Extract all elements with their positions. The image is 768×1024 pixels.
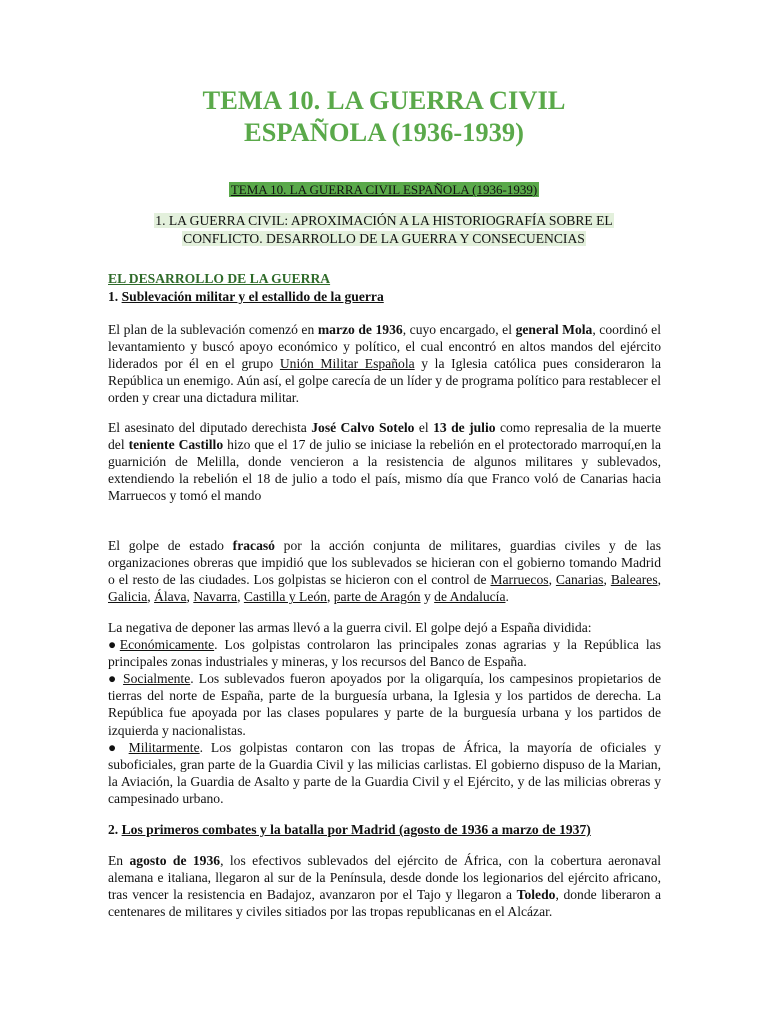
- text-run: En: [108, 853, 130, 868]
- text-run: El asesinato del diputado derechista: [108, 420, 312, 435]
- text-run: El plan de la sublevación comenzó en: [108, 322, 318, 337]
- separator: ,: [326, 589, 334, 605]
- heading-2-number: 2.: [108, 822, 122, 837]
- bullet-text: . Los sublevados fueron apoyados por la oligarquía, los campesinos propietarios de tierras del norte de España, parte de la burguesía urbana, la Iglesia y los partidos de derecha. La República fue apoyada por las clases populares y parte de la burguesía urbana y los partidos de izquierda y nacionalistas.: [108, 671, 662, 738]
- title-line-1: TEMA 10. LA GUERRA CIVIL: [202, 85, 566, 115]
- text-run: El golpe de estado: [108, 538, 233, 553]
- region-andalucia: de Andalucía: [434, 589, 506, 605]
- section-heading-line-1: 1. LA GUERRA CIVIL: APROXIMACIÓN A LA HISTORIOGRAFÍA SOBRE EL: [155, 213, 613, 228]
- bold-run: marzo de 1936: [317, 322, 403, 337]
- separator: ,: [603, 572, 611, 588]
- bold-run: fracasó: [232, 538, 275, 553]
- paragraph-plan: [108, 321, 661, 406]
- paragraph-division: [108, 619, 661, 807]
- bullet-militarmente: [108, 739, 661, 807]
- separator: y: [420, 589, 435, 605]
- text-run: , cuyo encargado, el: [402, 322, 516, 337]
- text-run: hizo que el 17 de julio se iniciase la rebelión en el protectorado marroquí,en la guarnición de Melilla, donde vencieron a la resistencia de algunos militares y sublevados, extendiendo la rebelión el 18 de julio a todo el país, mismo día que Franco voló de Canarias hacia Marruecos y tomó el mando: [108, 437, 661, 504]
- text-run: , donde liberaron a centenares de militares y civiles sitiados por las tropas republicanas en el Alcázar.: [108, 887, 661, 920]
- text-run: como represalia de la muerte del: [108, 420, 662, 453]
- bullet-label: Socialmente: [123, 671, 191, 687]
- document-title: [0, 84, 768, 148]
- bullet-icon: ●: [108, 671, 124, 687]
- bullet-icon: ●: [108, 739, 129, 755]
- bold-run: 13 de julio: [433, 420, 496, 435]
- heading-sublevacion: [108, 288, 384, 305]
- underlined-run: Unión Militar Española: [279, 356, 415, 372]
- bullet-text: . Los golpistas contaron con las tropas de África, la mayoría de oficiales y suboficiales, gran parte de la Guardia Civil y las milicias carlistas. El gobierno dispuso de la Marian, la Aviación, la Guardia de Asalto y parte de la Guardia Civil y el Ejército, y de las milicias obreras y campesinado urbano.: [108, 739, 662, 806]
- subtitle-wrap: [0, 181, 768, 199]
- paragraph-asesinato: [108, 419, 661, 504]
- heading-1-number: 1.: [108, 289, 122, 304]
- bold-run: general Mola: [515, 322, 593, 337]
- text-run: , los efectivos sublevados del ejército de África, con la cobertura aeronaval alemana e italiana, llegaron al sur de la Península, desde donde los legionarios del ejército africano, tras vencer la resistencia en Badajoz, avanzaron por el Tajo y llegaron a: [108, 853, 662, 903]
- division-intro: La negativa de deponer las armas llevó a la guerra civil. El golpe dejó a España dividida:: [108, 620, 592, 635]
- region-navarra: Navarra: [193, 589, 238, 605]
- region-baleares: Baleares: [610, 572, 658, 588]
- separator: ,: [186, 589, 194, 605]
- separator: ,: [657, 572, 662, 588]
- region-marruecos: Marruecos: [490, 572, 549, 588]
- region-castilla-leon: Castilla y León: [243, 589, 327, 605]
- section-heading-line-2: CONFLICTO. DESARROLLO DE LA GUERRA Y CONSECUENCIAS: [183, 231, 585, 246]
- bold-run: teniente Castillo: [128, 437, 224, 453]
- text-run: , coordinó el levantamiento y buscó apoyo económico y político, el cual encontró en altos mandos del ejército liderados por él en el grupo: [108, 322, 661, 372]
- separator: ,: [237, 589, 244, 605]
- bold-run: José Calvo Sotelo: [311, 420, 415, 435]
- bullet-economicamente: [108, 636, 661, 670]
- section-heading: [0, 212, 768, 248]
- bullet-text: . Los golpistas controlaron las principales zonas agrarias y la República las principales zonas industriales y mineras, y los recursos del Banco de España.: [108, 637, 661, 670]
- bullet-label: Económicamente: [119, 637, 215, 653]
- text-run: y la Iglesia católica pues consideraron la República un enemigo. Aún así, el golpe carecía de un líder y de programa político para restablecer el orden y crear una dictadura militar.: [108, 356, 661, 406]
- paragraph-golpe: [108, 537, 661, 605]
- heading-desarrollo: EL DESARROLLO DE LA GUERRA: [108, 271, 331, 286]
- region-galicia: Galicia: [108, 589, 148, 605]
- region-alava: Álava: [154, 589, 187, 605]
- bold-run: Toledo: [516, 887, 556, 903]
- highlighted-subtitle: TEMA 10. LA GUERRA CIVIL ESPAÑOLA (1936-1939): [230, 182, 538, 197]
- bold-run: agosto de 1936: [129, 853, 221, 868]
- heading-2-text: Los primeros combates y la batalla por Madrid (agosto de 1936 a marzo de 1937): [121, 822, 591, 837]
- bullet-socialmente: [108, 670, 661, 738]
- region-aragon: parte de Aragón: [333, 589, 421, 605]
- heading-1-text: Sublevación militar y el estallido de la guerra: [121, 289, 384, 304]
- region-canarias: Canarias: [555, 572, 604, 588]
- bullet-label: Militarmente: [128, 739, 200, 755]
- heading-primeros-combates: [108, 821, 591, 838]
- paragraph-agosto: [108, 852, 661, 920]
- separator: ,: [147, 589, 155, 605]
- text-run: el: [414, 420, 434, 435]
- bullet-icon: ●: [108, 637, 120, 653]
- text-run: por la acción conjunta de militares, guardias civiles y de las organizaciones obreras que impidió que los sublevados se hicieran con el gobierno tomando Madrid o el resto de las ciudades. Los golpistas se hicieron con el control de: [108, 538, 661, 588]
- separator: ,: [548, 572, 556, 588]
- separator: .: [505, 589, 509, 605]
- title-line-2: ESPAÑOLA (1936-1939): [244, 117, 524, 147]
